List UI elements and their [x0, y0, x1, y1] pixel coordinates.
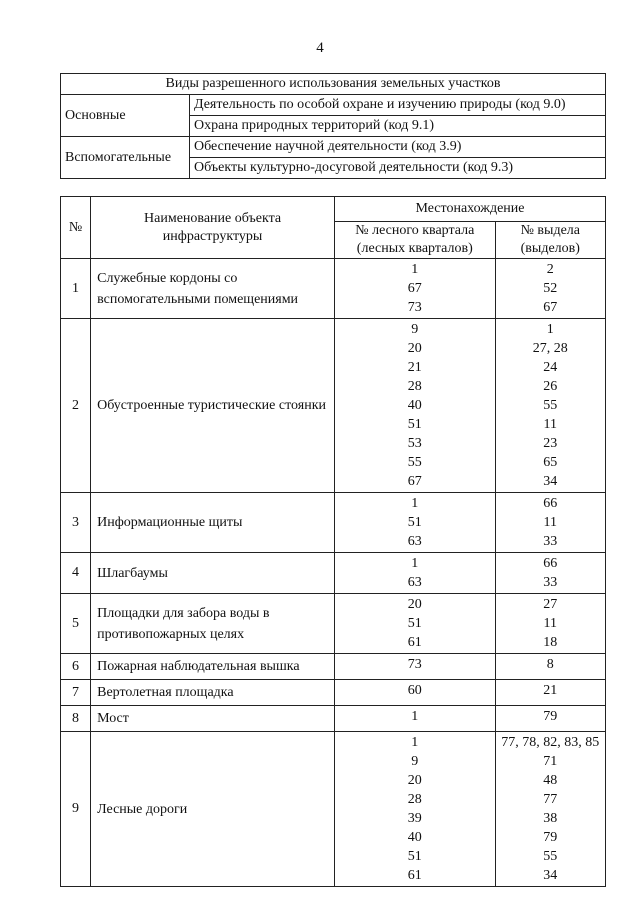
- kvartal-value: 40: [407, 398, 422, 413]
- kvartal-value: 73: [407, 657, 422, 672]
- kvartal-value: 1: [411, 735, 419, 750]
- kvartal-value: 67: [407, 281, 422, 296]
- vydel-value: 24: [543, 360, 558, 375]
- row-number: 1: [61, 259, 91, 319]
- vydel-value: 65: [543, 455, 558, 470]
- vydel-value: 67: [543, 300, 558, 315]
- object-name: Площадки для забора воды в противопожарных целях: [97, 605, 270, 642]
- land-use-item: Деятельность по особой охране и изучению природы (код 9.0): [190, 95, 606, 116]
- kvartal-value: 1: [411, 496, 419, 511]
- object-name-cell: [91, 259, 335, 319]
- kvartal-value: 60: [407, 683, 422, 698]
- kvartal-value: 40: [407, 830, 422, 845]
- row-number: 4: [61, 553, 91, 594]
- kvartal-value: 63: [407, 534, 422, 549]
- row-number: 6: [61, 654, 91, 680]
- kvartal-value: 20: [407, 597, 422, 612]
- vydel-value: 1: [546, 322, 554, 337]
- object-name-cell: [91, 680, 335, 706]
- vydel-value: 11: [543, 515, 558, 530]
- vydel-value: 55: [543, 849, 558, 864]
- kvartal-value: 61: [407, 868, 422, 883]
- vydel-value: 34: [543, 868, 558, 883]
- table-row: [61, 594, 606, 654]
- land-use-table: [60, 73, 606, 179]
- kvartal-value: 63: [407, 575, 422, 590]
- object-name: Служебные кордоны со вспомогательными помещениями: [97, 270, 299, 307]
- kvartal-value: 21: [407, 360, 422, 375]
- kvartal-value: 51: [407, 417, 422, 432]
- infrastructure-table: [60, 196, 606, 887]
- vydel-value-cell: [495, 706, 605, 732]
- row-number: 3: [61, 493, 91, 553]
- header-name: Наименование объекта инфраструктуры: [91, 197, 335, 259]
- vydel-value-cell: [495, 594, 605, 654]
- table-row: [61, 553, 606, 594]
- kvartal-value-cell: [335, 654, 496, 680]
- kvartal-value: 28: [407, 379, 422, 394]
- kvartal-value: 1: [411, 262, 419, 277]
- kvartal-value-cell: [335, 493, 496, 553]
- header-vydel: № выдела (выделов): [495, 222, 605, 259]
- land-use-item: Объекты культурно-досуговой деятельности (код 9.3): [190, 158, 606, 179]
- object-name-cell: [91, 732, 335, 887]
- kvartal-value-cell: [335, 259, 496, 319]
- kvartal-value-cell: [335, 594, 496, 654]
- vydel-value-cell: [495, 259, 605, 319]
- object-name-cell: [91, 706, 335, 732]
- vydel-value: 11: [543, 616, 558, 631]
- vydel-value-cell: [495, 732, 605, 887]
- header-num: №: [61, 197, 91, 259]
- vydel-value-cell: [495, 493, 605, 553]
- kvartal-value: 28: [407, 792, 422, 807]
- table-row: [61, 259, 606, 319]
- table-row: [61, 680, 606, 706]
- vydel-value: 55: [543, 398, 558, 413]
- row-number: 2: [61, 319, 91, 493]
- vydel-value: 2: [546, 262, 554, 277]
- object-name-cell: [91, 654, 335, 680]
- kvartal-value-cell: [335, 553, 496, 594]
- kvartal-value: 1: [411, 556, 419, 571]
- kvartal-value: 1: [411, 709, 419, 724]
- land-use-item: Охрана природных территорий (код 9.1): [190, 116, 606, 137]
- object-name: Лесные дороги: [97, 801, 188, 817]
- land-use-title: Виды разрешенного использования земельных участков: [61, 74, 606, 95]
- vydel-value: 66: [543, 496, 558, 511]
- kvartal-value: 53: [407, 436, 422, 451]
- kvartal-value: 51: [407, 616, 422, 631]
- object-name: Мост: [97, 711, 129, 726]
- object-name-cell: [91, 553, 335, 594]
- vydel-value: 33: [543, 575, 558, 590]
- vydel-value-cell: [495, 553, 605, 594]
- vydel-value: 52: [543, 281, 558, 296]
- object-name-cell: [91, 493, 335, 553]
- kvartal-value: 51: [407, 849, 422, 864]
- header-location: Местонахождение: [335, 197, 606, 222]
- page-number: 4: [316, 40, 324, 56]
- vydel-value: 26: [543, 379, 558, 394]
- vydel-value: 48: [543, 773, 558, 788]
- kvartal-value: 61: [407, 635, 422, 650]
- object-name-cell: [91, 594, 335, 654]
- kvartal-value: 55: [407, 455, 422, 470]
- table-row: [61, 319, 606, 493]
- land-use-category-main: Основные: [61, 95, 190, 137]
- kvartal-value: 9: [411, 322, 419, 337]
- kvartal-value-cell: [335, 706, 496, 732]
- table-row: [61, 706, 606, 732]
- vydel-value: 18: [543, 635, 558, 650]
- row-number: 9: [61, 732, 91, 887]
- kvartal-value: 20: [407, 341, 422, 356]
- vydel-value: 77: [543, 792, 558, 807]
- vydel-value: 11: [543, 417, 558, 432]
- vydel-value: 38: [543, 811, 558, 826]
- vydel-value: 34: [543, 474, 558, 489]
- vydel-value-cell: [495, 654, 605, 680]
- kvartal-value: 9: [411, 754, 419, 769]
- row-number: 8: [61, 706, 91, 732]
- row-number: 5: [61, 594, 91, 654]
- object-name: Вертолетная площадка: [97, 685, 234, 700]
- vydel-value: 71: [543, 754, 558, 769]
- land-use-category-auxiliary: Вспомогательные: [61, 137, 190, 179]
- row-number: 7: [61, 680, 91, 706]
- kvartal-value-cell: [335, 732, 496, 887]
- vydel-value: 66: [543, 556, 558, 571]
- object-name: Обустроенные туристические стоянки: [97, 398, 326, 413]
- vydel-value: 21: [543, 683, 558, 698]
- vydel-value-cell: [495, 319, 605, 493]
- object-name-cell: [91, 319, 335, 493]
- vydel-value: 79: [543, 709, 558, 724]
- object-name: Пожарная наблюдательная вышка: [97, 659, 300, 674]
- vydel-value: 77, 78, 82, 83, 85: [501, 735, 600, 750]
- vydel-value: 27: [543, 597, 558, 612]
- vydel-value: 27, 28: [532, 341, 568, 356]
- kvartal-value: 39: [407, 811, 422, 826]
- vydel-value: 33: [543, 534, 558, 549]
- kvartal-value-cell: [335, 319, 496, 493]
- vydel-value: 79: [543, 830, 558, 845]
- kvartal-value: 73: [407, 300, 422, 315]
- land-use-item: Обеспечение научной деятельности (код 3.9): [190, 137, 606, 158]
- table-row: [61, 493, 606, 553]
- kvartal-value: 20: [407, 773, 422, 788]
- kvartal-value-cell: [335, 680, 496, 706]
- vydel-value: 23: [543, 436, 558, 451]
- header-kvartal: № лесного квартала (лесных кварталов): [335, 222, 496, 259]
- infrastructure-rows: [61, 259, 606, 887]
- object-name: Шлагбаумы: [97, 565, 168, 581]
- vydel-value: 8: [546, 657, 554, 672]
- table-row: [61, 654, 606, 680]
- table-row: [61, 732, 606, 887]
- kvartal-value: 67: [407, 474, 422, 489]
- kvartal-value: 51: [407, 515, 422, 530]
- object-name: Информационные щиты: [97, 515, 243, 530]
- vydel-value-cell: [495, 680, 605, 706]
